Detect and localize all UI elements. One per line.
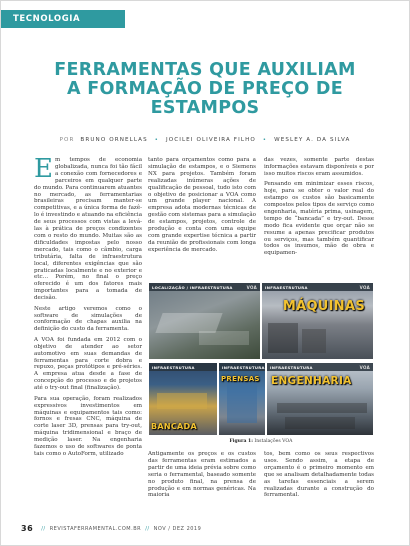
paragraph: Em tempos de economia globalizada, nunca foi tão fácil a conexão com fornecedores e parceiros em qualquer parte do mundo. Para continuarem atuantes no mercado, as ferramentarias brasileiras precisam manter-se competitivas, e a única forma de fazê-lo é investindo e atuando na eficiência de seus processos com vistas a levá-las à prática de preços condizentes com o resto do mundo. Muitas são as dificuldades impostas pelo nosso mercado, tais como o câmbio, carga tributária, falta de infraestrutura local, diferentes exigências que são praticadas localmente e no exterior e etc… Porém, no final o preço oferecido é um dos fatores mais importantes para a tomada de decisão. (34, 154, 142, 302)
photo-caption-bar: INFRAESTRUTURA (219, 363, 265, 371)
title-line: FERRAMENTAS QUE AUXILIAM (54, 60, 356, 80)
author-name: BRUNO ORNELLAS (80, 137, 148, 143)
photo-caption-bar: LOCALIZAÇÃO / INFRAESTRUTURA VOA (149, 283, 260, 291)
paragraph: tanto para orçamentos como para a simulação de estampos, e o Siemens NX para projetos. Também foram realizadas inúmeras ações de qualificação de pessoal, tudo isto com o objetivo de posicionar a VOA como um grande player nacional. A empresa adota modernas técnicas de gestão com sistemas para a simulação de estampos, projetos, controle de produção e conta com uma equipe com grande expertise técnica a partir da reunião de profissionais com longa experiência de mercado. (148, 157, 256, 253)
page-number: 36 (21, 524, 34, 533)
text-column-2 (148, 157, 256, 257)
separator: // (41, 526, 46, 532)
author-name: JOCILEI OLIVEIRA FILHO (165, 137, 256, 143)
byline (1, 137, 409, 143)
label-bancada: BANCADA (151, 422, 197, 431)
photo-location (148, 282, 261, 360)
website-link[interactable]: REVISTAFERRAMENTAL.COM.BR (49, 526, 142, 532)
photo-engineering (266, 362, 374, 436)
separator: // (145, 526, 150, 532)
voa-logo: VOA (246, 284, 257, 290)
figure-caption: Figura 1: Instalações VOA (229, 439, 293, 444)
photo-machines (261, 282, 374, 360)
label-prensas: PRENSAS (221, 375, 260, 383)
paragraph: Antigamente os preços e os custos das ferramentas eram estimados a partir de uma ideia prévia sobre como seria o ferramental, baseado somente no produto final, na prensa de produção e em normas genéricas. Na maioria (148, 451, 256, 499)
paragraph: Neste artigo veremos como o software de simulações de conformação de chapas auxilia na definição do custo da ferramenta. (34, 305, 142, 333)
separator: • (262, 137, 268, 143)
title-line: A FORMAÇÃO DE PREÇO DE (67, 79, 343, 99)
issue-date: NOV / DEZ 2019 (153, 526, 202, 532)
photo-bench (148, 362, 218, 436)
section-tag: TECNOLOGIA (1, 10, 125, 28)
text-column-1 (34, 154, 142, 461)
text-column-3 (264, 157, 374, 261)
photo-caption-bar: INFRAESTRUTURA (149, 363, 217, 371)
article-title (21, 61, 389, 118)
label-engenharia: ENGENHARIA (271, 375, 352, 387)
paragraph: A VOA foi fundada em 2012 com o objetivo de atender ao setor automotivo em suas demandas de ferramentas para corte dobra e repuxo, peças protótipos e pré-séries. A empresa atua desde a fase de concepção do processo e de projetos até o try-out final (finalização). (34, 336, 142, 392)
paragraph: tos, bem como os seus respectivos usos. Sendo assim, a etapa de orçamento é o primeiro momento em que se analisam detalhadamente todas as tarefas essenciais a serem realizadas durante a construção do ferramental. (264, 451, 374, 499)
figure-installations (148, 282, 374, 444)
paragraph: Pensando em minimizar esses riscos, hoje, para se obter o valor real do estampo os custos são basicamente compostos pelos tipos de serviço como engenharia, matéria prima, usinagem, tempo de “bancada” e try-out. Desse modo fica evidente que orçar não se resume a apenas precificar produtos ou serviços, mas também quantificar todos os insumos, mão de obra e equipamen- (264, 181, 374, 257)
separator: • (154, 137, 160, 143)
photo-caption-bar: INFRAESTRUTURA VOA (262, 283, 373, 291)
author-name: WESLEY A. DA SILVA (274, 137, 351, 143)
text-column-3-lower (264, 451, 374, 503)
photo-caption-bar: INFRAESTRUTURA VOA (267, 363, 373, 371)
page-footer (21, 524, 201, 533)
paragraph: Para sua operação, foram realizados expressivos investimentos em máquinas e equipamentos tais como: fornos e fresas CNC, máquina de corte laser 3D, prensas para try-out, máquina tridimensional e braço de medição laser. Na engenharia fazemos o uso de softwares de ponta tais como o AutoForm, utilizado (34, 395, 142, 457)
label-maquinas: MÁQUINAS (282, 299, 365, 314)
photo-presses (218, 362, 266, 436)
drop-cap: E (34, 154, 53, 184)
paragraph: das vezes, somente parte destas informações estavam disponíveis e por isso muitos riscos eram assumidos. (264, 157, 374, 177)
text-column-2-lower (148, 451, 256, 503)
title-line: ESTAMPOS (150, 98, 260, 118)
byline-prefix: POR (59, 137, 75, 143)
